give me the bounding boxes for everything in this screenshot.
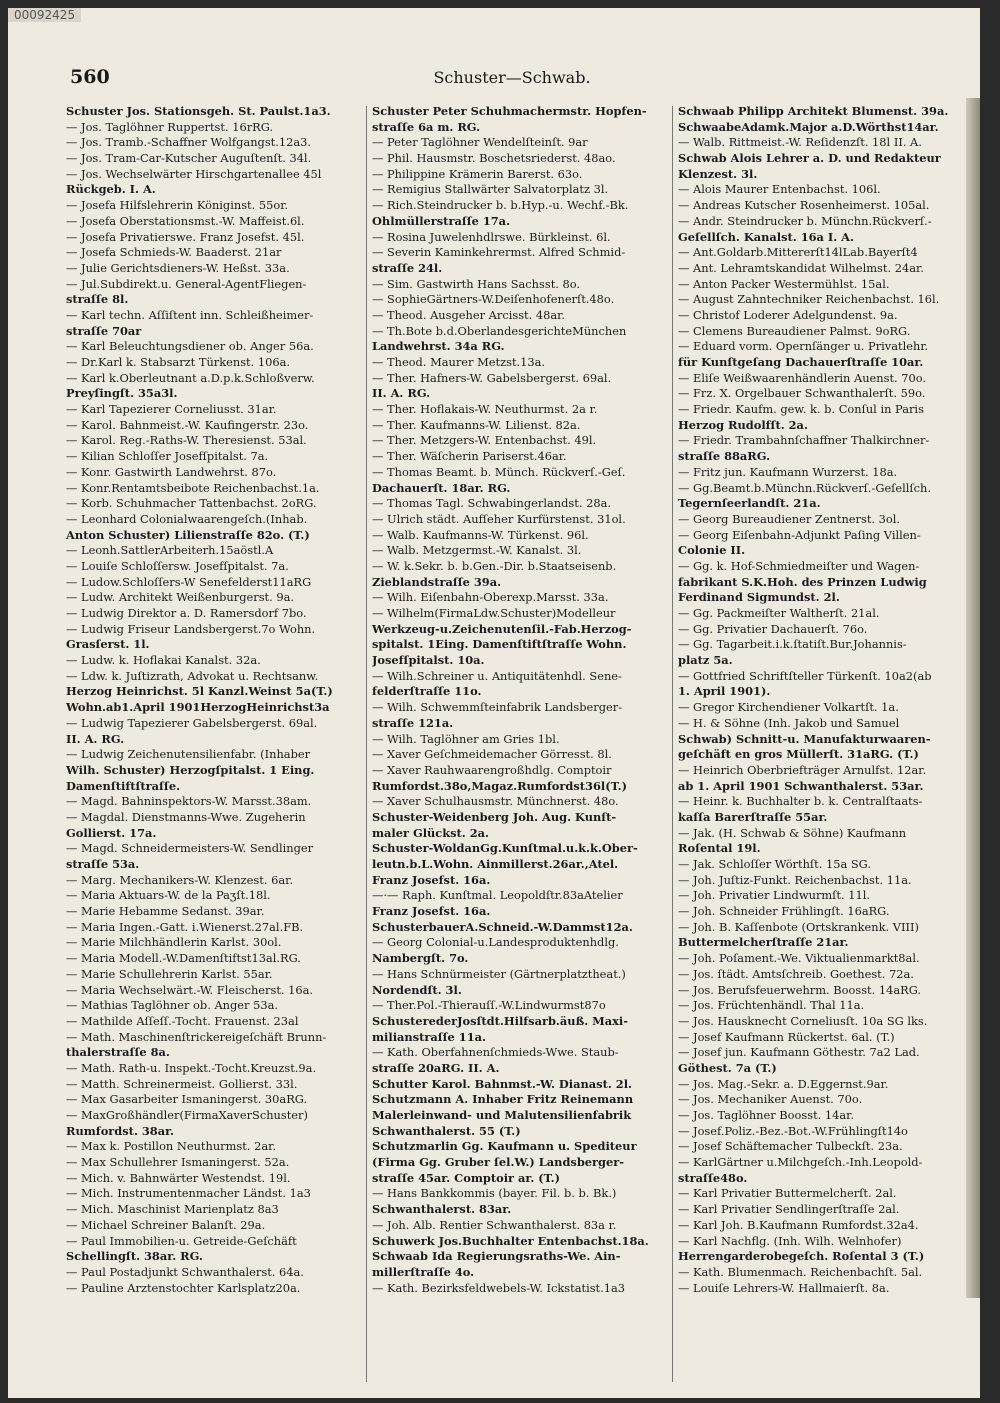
directory-entry-line: platz 5a. — [678, 653, 733, 668]
directory-entry-line: fabrikant S.K.Hoh. des Prinzen Ludwig — [678, 574, 927, 589]
scanned-page — [8, 8, 980, 1398]
directory-entry-line: — MaxGroßhändler(FirmaXaverSchuster) — [66, 1108, 308, 1122]
page-number: 560 — [70, 66, 110, 88]
directory-entry-line: Rumfordst.38o,Magaz.Rumfordst36l(T.) — [372, 778, 627, 793]
directory-entry-line: — Paul Postadjunkt Schwanthalerst. 64a. — [66, 1264, 304, 1279]
directory-entry-line: —·— Raph. Kunſtmal. Leopoldſtr.83aAtelier — [372, 888, 623, 903]
directory-entry-line: Dachauerſt. 18ar. RG. — [372, 480, 511, 495]
page-header — [62, 66, 962, 92]
directory-entry-line: — Karl Privatier Sendlingerſtraſſe 2al. — [678, 1202, 900, 1217]
directory-entry-line: Schwanthalerst. 55 (T.) — [372, 1123, 521, 1138]
directory-entry-line: Landwehrst. 34a RG. — [372, 339, 505, 354]
directory-entry-line: — KarlGärtner u.Milchgeſch.-Inh.Leopold- — [678, 1155, 923, 1170]
directory-entry-line: — Heinr. k. Buchhalter b. k. Centralſtaats- — [678, 794, 923, 809]
directory-entry-line: — W. k.Sekr. b. b.Gen.-Dir. b.Staatseisenb. — [372, 558, 617, 573]
directory-entry-line: — Marg. Mechanikers-W. Klenzest. 6ar. — [66, 872, 293, 887]
directory-entry-line: (Firma Gg. Gruber ſel.W.) Landsberger- — [372, 1155, 624, 1170]
directory-entry-line: Schuster-WoldanGg.Kunſtmal.u.k.k.Ober- — [372, 841, 638, 856]
directory-entry-line: — Ludwig Direktor a. D. Ramersdorf 7bo. — [66, 606, 307, 620]
directory-entry-line: — Wilh. Taglöhner am Gries 1bl. — [372, 731, 560, 746]
directory-entry-line: — Jos. Tram-Car-Kutscher Auguſtenſt. 34l. — [66, 151, 312, 166]
directory-entry-line: — Josefa Schmieds-W. Baaderst. 21ar — [66, 245, 282, 260]
directory-entry-line: — Dr.Karl k. Stabsarzt Türkenst. 106a. — [66, 355, 291, 369]
directory-entry-line: — Jos. Taglöhner Ruppertst. 16rRG. — [66, 119, 274, 134]
directory-entry-line: — Georg Eiſenbahn-Adjunkt Paſing Villen- — [678, 527, 921, 542]
directory-entry-line: — Rich.Steindrucker b. b.Hyp.-u. Wechf.-Bk. — [372, 198, 629, 213]
page-edge-shadow — [966, 98, 980, 1298]
directory-entry-line: — Karl Joh. B.Kaufmann Rumfordst.32a4. — [678, 1217, 919, 1232]
directory-entry-line: — Theod. Maurer Metzst.13a. — [372, 355, 546, 369]
directory-entry-line: — Gg. Tagarbeit.i.k.ſtatiſt.Bur.Johannis- — [678, 637, 907, 652]
directory-entry-line: — Wilhelm(FirmaLdw.Schuster)Modelleur — [372, 606, 616, 620]
directory-entry-line: — Magdal. Dienstmanns-Wwe. Zugeherin — [66, 809, 306, 824]
directory-entry-line: — Mich. v. Bahnwärter Westendst. 19l. — [66, 1170, 291, 1185]
directory-entry-line: — Joh. Poſament.-We. Viktualienmarkt8al. — [678, 951, 920, 966]
directory-entry-line: Ferdinand Sigmundst. 2l. — [678, 590, 840, 605]
directory-entry-line: — Ldw. k. Juſtizrath, Advokat u. Rechtsanw. — [66, 668, 319, 683]
directory-entry-line: geſchäft en gros Müllerſt. 31aRG. (T.) — [678, 747, 919, 762]
directory-entry-line: straſſe48o. — [678, 1170, 748, 1185]
directory-entry-line: — Ludwig Friseur Landsbergerst.7o Wohn. — [66, 621, 316, 636]
directory-entry-line: — Michael Schreiner Balanſt. 29a. — [66, 1217, 266, 1232]
directory-entry-line: — Karl k.Oberleutnant a.D.p.k.Schloßverw. — [66, 370, 315, 385]
directory-entry-line: — Ant. Lehramtskandidat Wilhelmst. 24ar. — [678, 260, 924, 275]
directory-entry-line: Schwaab Philipp Architekt Blumenst. 39a. — [678, 104, 949, 118]
directory-entry-line: — Gottfried Schriftſteller Türkenſt. 10a2(ab — [678, 668, 932, 683]
directory-entry-line: Zieblandstraſſe 39a. — [372, 574, 502, 589]
directory-entry-line: Grasſerst. 1l. — [66, 637, 150, 652]
column-2 — [372, 104, 664, 1384]
directory-entry-line: — Jos. Tramb.-Schaffner Wolfgangst.12a3. — [66, 135, 312, 150]
directory-entry-line: Franz Josefst. 16a. — [372, 904, 491, 919]
directory-entry-line: Schwaab Ida Regierungsraths-We. Ain- — [372, 1249, 621, 1264]
directory-entry-line: — Eliſe Weißwaarenhändlerin Auenst. 70o. — [678, 370, 927, 385]
directory-columns — [66, 104, 966, 1384]
directory-entry-line: straſſe 53a. — [66, 857, 140, 871]
column-3 — [678, 104, 970, 1384]
directory-entry-line: Gollierst. 17a. — [66, 825, 157, 840]
directory-entry-line: Rückgeb. I. A. — [66, 182, 156, 197]
directory-entry-line: — Thomas Tagl. Schwabingerlandst. 28a. — [372, 496, 611, 511]
directory-entry-line: Schwab Alois Lehrer a. D. und Redakteur — [678, 151, 941, 166]
directory-entry-line: — Hans Schnürmeister (Gärtnerplatztheat.) — [372, 966, 626, 981]
directory-entry-line: leutn.b.L.Wohn. Ainmillerst.26ar.,Atel. — [372, 857, 619, 871]
directory-entry-line: für Kunſtgeſang Dachauerſtraſſe 10ar. — [678, 355, 924, 369]
directory-entry-line: — Marie Milchhändlerin Karlst. 30ol. — [66, 935, 282, 950]
directory-entry-line: Preyſingſt. 35a3l. — [66, 386, 178, 401]
directory-entry-line: — Kath. Oberfahnenſchmieds-Wwe. Staub- — [372, 1045, 619, 1060]
directory-entry-line: straſſe 70ar — [66, 323, 142, 338]
directory-entry-line: Damenſtiftſtraſſe. — [66, 778, 181, 793]
directory-entry-line: — Friedr. Trambahnſchaffner Thalkirchner- — [678, 433, 930, 448]
directory-entry-line: — Matth. Schreinermeist. Gollierst. 33l. — [66, 1076, 298, 1091]
directory-entry-line: — Jak. Schloſſer Wörthſt. 15a SG. — [678, 857, 871, 871]
directory-entry-line: — Pauline Arztenstochter Karlsplatz20a. — [66, 1280, 301, 1295]
directory-entry-line: — Georg Bureaudiener Zentnerst. 3ol. — [678, 511, 901, 526]
directory-entry-line: — Josef Schäftemacher Tulbeckſt. 23a. — [678, 1139, 903, 1154]
directory-entry-line: kaſſa Barerſtraſſe 55ar. — [678, 809, 828, 824]
directory-entry-line: — Karol. Reg.-Raths-W. Theresienst. 53al. — [66, 433, 307, 448]
directory-entry-line: Schuster Peter Schuhmachermstr. Hopfen- — [372, 104, 647, 118]
directory-entry-line: Schuwerk Jos.Buchhalter Entenbachst.18a. — [372, 1233, 649, 1248]
directory-entry-line: — Severin Kaminkehrermst. Alfred Schmid- — [372, 245, 626, 260]
directory-entry-line: Buttermelcherſtraſſe 21ar. — [678, 935, 849, 950]
directory-entry-line: ab 1. April 1901 Schwanthalerst. 53ar. — [678, 778, 924, 793]
directory-entry-line: — Ther. Metzgers-W. Entenbachst. 49l. — [372, 433, 597, 448]
directory-entry-line: — Korb. Schuhmacher Tattenbachst. 2oRG. — [66, 496, 317, 511]
directory-entry-line: — Josef Kaufmann Rückertst. 6al. (T.) — [678, 1029, 895, 1044]
directory-entry-line: — Ther. Hoflakais-W. Neuthurmst. 2a r. — [372, 402, 598, 417]
directory-entry-line: — Konr. Gastwirth Landwehrst. 87o. — [66, 464, 277, 479]
directory-entry-line: — Leonhard Colonialwaarengeſch.(Inhab. — [66, 511, 308, 526]
directory-entry-line: — Sim. Gastwirth Hans Sachsst. 8o. — [372, 276, 581, 291]
directory-entry-line: — Paul Immobilien-u. Getreide-Geſchäft — [66, 1233, 297, 1248]
directory-entry-line: — Christof Loderer Adelgundenst. 9a. — [678, 307, 898, 322]
directory-entry-line: — Wilh. Eiſenbahn-Oberexp.Marsst. 33a. — [372, 590, 609, 605]
directory-entry-line: — Wilh. Schwemmſteinfabrik Landsberger- — [372, 700, 623, 715]
directory-entry-line: — Karl Tapezierer Corneliusst. 31ar. — [66, 402, 277, 417]
directory-entry-line: — Jos. Früchtenhändl. Thal 11a. — [678, 998, 865, 1013]
directory-entry-line: Wohn.ab1.April 1901HerzogHeinrichst3a — [66, 700, 330, 715]
directory-entry-line: Nordendſt. 3l. — [372, 982, 462, 997]
directory-entry-line: — Magd. Schneidermeisters-W. Sendlinger — [66, 841, 314, 856]
directory-entry-line: — Louiſe Schloſſersw. Josefſpitalst. 7a. — [66, 558, 289, 573]
scan-id-stamp: 00092425 — [8, 8, 81, 22]
directory-entry-line: straſſe 8l. — [66, 292, 129, 307]
directory-entry-line: — Anton Packer Westermühlst. 15al. — [678, 276, 890, 291]
directory-entry-line: Geſellſch. Kanalst. 16a I. A. — [678, 229, 854, 244]
directory-entry-line: — Alois Maurer Entenbachst. 106l. — [678, 182, 881, 197]
directory-entry-line: — August Zahntechniker Reichenbachst. 16l. — [678, 292, 940, 307]
directory-entry-line: — Wilh.Schreiner u. Antiquitätenhdl. Sene- — [372, 668, 622, 683]
directory-entry-line: — Kath. Blumenmach. Reichenbachſt. 5al. — [678, 1264, 923, 1279]
directory-entry-line: — Karl Privatier Buttermelcherſt. 2al. — [678, 1186, 897, 1201]
directory-entry-line: — Jos. Berufsfeuerwehrm. Boosst. 14aRG. — [678, 982, 922, 997]
directory-entry-line: Roſental 19l. — [678, 841, 761, 856]
directory-entry-line: millerſtraſſe 4o. — [372, 1264, 475, 1279]
directory-entry-line: — Joh. Schneider Frühlingſt. 16aRG. — [678, 904, 890, 919]
directory-entry-line: — Josefa Oberstationsmst.-W. Maffeist.6l. — [66, 213, 305, 228]
directory-entry-line: — Remigius Stallwärter Salvatorplatz 3l. — [372, 182, 609, 197]
directory-entry-line: — Ulrich städt. Aufſeher Kurfürstenst. 31ol. — [372, 511, 626, 526]
directory-entry-line: — Maria Aktuars-W. de la Paʒſt.18l. — [66, 888, 271, 903]
directory-entry-line: — Jos. ſtädt. Amtsſchreib. Goethest. 72a. — [678, 966, 914, 981]
directory-entry-line: — Jos. Hausknecht Corneliusſt. 10a SG lks. — [678, 1013, 928, 1028]
directory-entry-line: Nambergſt. 7o. — [372, 951, 469, 966]
directory-entry-line: 1. April 1901). — [678, 684, 771, 699]
directory-entry-line: — Max Gasarbeiter Ismaningerst. 30aRG. — [66, 1092, 308, 1107]
directory-entry-line: — Josef jun. Kaufmann Göthestr. 7a2 Lad. — [678, 1045, 920, 1060]
directory-entry-line: Malerleinwand- und Malutensilienfabrik — [372, 1108, 632, 1122]
directory-entry-line: — Philippine Krämerin Barerst. 63o. — [372, 166, 583, 181]
directory-entry-line: — Jos. Mechaniker Auenst. 70o. — [678, 1092, 863, 1107]
directory-entry-line: thalerstraſſe 8a. — [66, 1045, 170, 1060]
directory-entry-line: — Kath. Bezirksfeldwebels-W. Ickstatist.1a3 — [372, 1280, 626, 1295]
directory-entry-line: — Ther. Kaufmanns-W. Lilienst. 82a. — [372, 417, 581, 432]
directory-entry-line: — Ant.Goldarb.Mittererſt14lLab.Bayerſt4 — [678, 245, 918, 260]
directory-entry-line: — Max k. Postillon Neuthurmst. 2ar. — [66, 1139, 276, 1154]
directory-entry-line: — Karl Beleuchtungsdiener ob. Anger 56a. — [66, 339, 314, 354]
directory-entry-line: — Ludwig Zeichenutensilienfabr. (Inhaber — [66, 747, 311, 762]
directory-entry-line: milianstraſſe 11a. — [372, 1029, 486, 1044]
directory-entry-line: — Ther.Pol.-Thierauſſ.-W.Lindwurmst87o — [372, 998, 606, 1013]
directory-entry-line: — H. & Söhne (Inh. Jakob und Samuel — [678, 715, 900, 730]
directory-entry-line: — Ther. Wäſcherin Pariserst.46ar. — [372, 449, 567, 464]
directory-entry-line: — Clemens Bureaudiener Palmst. 9oRG. — [678, 323, 911, 338]
directory-entry-line: — Xaver Rauhwaarengroßhdlg. Comptoir — [372, 762, 612, 777]
directory-entry-line: — Gg.Beamt.b.Münchn.Rückverſ.-Geſellſch. — [678, 480, 931, 495]
directory-entry-line: Rumfordst. 38ar. — [66, 1123, 175, 1138]
directory-entry-line: — Ther. Hafners-W. Gabelsbergerst. 69al. — [372, 370, 612, 385]
directory-entry-line: Schellingſt. 38ar. RG. — [66, 1249, 203, 1264]
directory-entry-line: Herzog Rudolfſt. 2a. — [678, 417, 808, 432]
directory-entry-line: straſſe 6a m. RG. — [372, 119, 481, 134]
directory-entry-line: Schutzmarlin Gg. Kaufmann u. Spediteur — [372, 1139, 637, 1154]
directory-entry-line: — Frz. X. Orgelbauer Schwanthalerſt. 59o. — [678, 386, 926, 401]
directory-entry-line: — Jos. Taglöhner Boosst. 14ar. — [678, 1108, 854, 1122]
directory-entry-line: — Fritz jun. Kaufmann Wurzerst. 18a. — [678, 464, 898, 479]
directory-entry-line: — Leonh.SattlerArbeiterh.15aöstl.A — [66, 543, 274, 558]
directory-entry-line: — Jos. Mag.-Sekr. a. D.Eggernst.9ar. — [678, 1076, 889, 1091]
directory-entry-line: — Louiſe Lehrers-W. Hallmaierſt. 8a. — [678, 1280, 890, 1295]
directory-entry-line: felderſtraſſe 11o. — [372, 684, 482, 699]
directory-entry-line: Göthest. 7a (T.) — [678, 1060, 777, 1075]
directory-entry-line: — Karl Nachflg. (Inh. Wilh. Welnhofer) — [678, 1233, 902, 1248]
directory-entry-line: — Eduard vorm. Opernſänger u. Privatlehr. — [678, 339, 929, 354]
directory-entry-line: — Th.Bote b.d.OberlandesgerichteMünchen — [372, 323, 627, 338]
directory-entry-line: — Ludw. k. Hoflakai Kanalst. 32a. — [66, 653, 261, 668]
directory-entry-line: — Josefa Privatierswe. Franz Josefst. 45l. — [66, 229, 305, 244]
directory-entry-line: — Gg. k. Hof-Schmiedmeiſter und Wagen- — [678, 558, 920, 573]
directory-entry-line: — Jak. (H. Schwab & Söhne) Kaufmann — [678, 825, 907, 840]
directory-entry-line: — Phil. Hausmstr. Boschetsriederst. 48ao. — [372, 151, 616, 166]
directory-entry-line: — Jul.Subdirekt.u. General-AgentFliegen- — [66, 276, 307, 291]
directory-entry-line: straſſe 20aRG. II. A. — [372, 1060, 500, 1075]
directory-entry-line: — Konr.Rentamtsbeibote Reichenbachst.1a. — [66, 480, 320, 495]
directory-entry-line: — Karl techn. Aſſiſtent inn. Schleißheimer- — [66, 307, 314, 322]
directory-entry-line: — Walb. Metzgermst.-W. Kanalst. 3l. — [372, 543, 582, 558]
directory-entry-line: — Kilian Schloſſer Josefſpitalst. 7a. — [66, 449, 269, 464]
directory-entry-line: Colonie II. — [678, 543, 746, 558]
directory-entry-line: Schuster Jos. Stationsgeh. St. Paulst.1a3. — [66, 104, 331, 118]
directory-entry-line: straſſe 88aRG. — [678, 449, 771, 464]
directory-entry-line: Ohlmüllerstraſſe 17a. — [372, 213, 511, 228]
directory-entry-line: — Walb. Kaufmanns-W. Türkenst. 96l. — [372, 527, 589, 542]
directory-entry-line: — Marie Hebamme Sedanst. 39ar. — [66, 904, 265, 919]
directory-entry-line: Schutter Karol. Bahnmst.-W. Dianast. 2l. — [372, 1076, 632, 1091]
directory-entry-line: straſſe 24l. — [372, 260, 443, 275]
directory-entry-line: — Math. Maschinenſtrickereigeſchäft Brunn- — [66, 1029, 327, 1044]
directory-entry-line: spitalst. 1Eing. Damenſtiftſtraſſe Wohn. — [372, 637, 627, 652]
directory-entry-line: — Maria Wechselwärt.-W. Fleischerst. 16a. — [66, 982, 314, 997]
directory-entry-line: — Xaver Schulhausmstr. Münchnerst. 48o. — [372, 794, 619, 809]
directory-entry-line: — Jos. Wechselwärter Hirschgartenallee 45l — [66, 166, 322, 181]
directory-entry-line: Schwanthalerst. 83ar. — [372, 1202, 512, 1217]
directory-entry-line: — Ludw. Architekt Weißenburgerst. 9a. — [66, 590, 295, 605]
directory-entry-line: — Mich. Maschinist Marienplatz 8a3 — [66, 1202, 279, 1217]
directory-entry-line: — Gg. Privatier Dachauerſt. 76o. — [678, 621, 868, 636]
directory-entry-line: maler Glückst. 2a. — [372, 825, 490, 840]
directory-entry-line: Schutzmann A. Inhaber Fritz Reinemann — [372, 1092, 634, 1107]
directory-entry-line: Herrengarderobegeſch. Roſental 3 (T.) — [678, 1249, 925, 1264]
column-rule — [366, 106, 367, 1382]
directory-entry-line: SchwaabeAdamk.Major a.D.Wörthst14ar. — [678, 119, 939, 134]
directory-entry-line: Klenzest. 3l. — [678, 166, 758, 181]
directory-entry-line: SchusterederJosſtdt.Hilfsarb.äuß. Maxi- — [372, 1013, 628, 1028]
directory-entry-line: — Joh. Privatier Lindwurmſt. 11l. — [678, 888, 870, 903]
directory-entry-line: — Gg. Packmeiſter Waltherſt. 21al. — [678, 606, 880, 620]
directory-entry-line: — Joh. B. Kaſſenbote (Ortskrankenk. VIII) — [678, 919, 919, 934]
directory-entry-line: Werkzeug-u.Zeichenutenſil.-Fab.Herzog- — [372, 621, 632, 636]
directory-entry-line: straſſe 121a. — [372, 715, 454, 730]
directory-entry-line: Wilh. Schuster) Herzogſpitalst. 1 Eing. — [66, 762, 315, 777]
directory-entry-line: — Joh. Alb. Rentier Schwanthalerst. 83a r. — [372, 1217, 617, 1232]
directory-entry-line: Josefſpitalst. 10a. — [372, 653, 485, 668]
directory-entry-line: — Karol. Bahnmeist.-W. Kaufingerstr. 23o. — [66, 417, 309, 432]
column-1 — [66, 104, 358, 1384]
directory-entry-line: Schuster-Weidenberg Joh. Aug. Kunſt- — [372, 809, 617, 824]
directory-entry-line: — SophieGärtners-W.Deiſenhofenerſt.48o. — [372, 292, 615, 307]
directory-entry-line: — Marie Schullehrerin Karlst. 55ar. — [66, 966, 273, 981]
directory-entry-line: — Ludwig Tapezierer Gabelsbergerst. 69al. — [66, 715, 318, 730]
directory-entry-line: — Josefa Hilfslehrerin Königinst. 55or. — [66, 198, 289, 213]
directory-entry-line: — Max Schullehrer Ismaningerst. 52a. — [66, 1155, 290, 1170]
directory-entry-line: — Rosina Juwelenhdlrswe. Bürkleinst. 6l. — [372, 229, 611, 244]
directory-entry-line: — Math. Rath-u. Inspekt.-Tocht.Kreuzst.9a. — [66, 1060, 317, 1075]
directory-entry-line: — Josef.Poliz.-Bez.-Bot.-W.Frühlingſt14o — [678, 1123, 908, 1138]
directory-entry-line: Tegernſeerlandſt. 21a. — [678, 496, 821, 511]
directory-entry-line: straſſe 45ar. Comptoir ar. (T.) — [372, 1170, 561, 1185]
directory-entry-line: — Hans Bankkommis (bayer. Fil. b. b. Bk.) — [372, 1186, 617, 1201]
directory-entry-line: — Peter Taglöhner Wendelſteinſt. 9ar — [372, 135, 588, 150]
directory-entry-line: — Theod. Ausgeher Arcisst. 48ar. — [372, 307, 565, 322]
directory-entry-line: Herzog Heinrichst. 5l Kanzl.Weinst 5a(T.) — [66, 684, 333, 699]
directory-entry-line: — Mich. Instrumentenmacher Ländst. 1a3 — [66, 1186, 311, 1201]
directory-entry-line: — Friedr. Kaufm. gew. k. b. Conſul in Paris — [678, 402, 924, 417]
directory-entry-line: — Thomas Beamt. b. Münch. Rückverſ.-Geſ. — [372, 464, 626, 479]
directory-entry-line: Schwab) Schnitt-u. Manufakturwaaren- — [678, 731, 931, 746]
directory-entry-line: — Andreas Kutscher Rosenheimerst. 105al. — [678, 198, 930, 213]
directory-entry-line: — Georg Colonial-u.Landesproduktenhdlg. — [372, 935, 619, 950]
directory-entry-line: — Mathilde Aſſeſſ.-Tocht. Frauenst. 23al — [66, 1013, 299, 1028]
running-head: Schuster—Schwab. — [433, 68, 591, 87]
directory-entry-line: — Xaver Geſchmeidemacher Görresst. 8l. — [372, 747, 612, 762]
directory-entry-line: II. A. RG. — [372, 386, 431, 401]
directory-entry-line: Franz Josefst. 16a. — [372, 872, 491, 887]
directory-entry-line: Anton Schuster) Lilienstraſſe 82o. (T.) — [66, 527, 310, 542]
directory-entry-line: — Mathias Taglöhner ob. Anger 53a. — [66, 998, 279, 1013]
directory-entry-line: — Ludow.Schloſſers-W Senefelderst11aRG — [66, 574, 312, 589]
directory-entry-line: — Walb. Rittmeist.-W. Reſidenzſt. 18l II. A. — [678, 135, 922, 150]
directory-entry-line: — Joh. Juſtiz-Funkt. Reichenbachst. 11a. — [678, 872, 912, 887]
directory-entry-line: — Heinrich Oberbriefträger Arnulfst. 12ar. — [678, 762, 927, 777]
directory-entry-line: — Maria Ingen.-Gatt. i.Wienerst.27al.FB. — [66, 919, 304, 934]
directory-entry-line: — Gregor Kirchendiener Volkartſt. 1a. — [678, 700, 899, 715]
directory-entry-line: II. A. RG. — [66, 731, 125, 746]
directory-entry-line: SchusterbauerA.Schneid.-W.Dammst12a. — [372, 919, 633, 934]
directory-entry-line: — Andr. Steindrucker b. Münchn.Rückverſ.- — [678, 213, 932, 228]
directory-entry-line: — Julie Gerichtsdieners-W. Heßst. 33a. — [66, 260, 290, 275]
column-rule — [672, 106, 673, 1382]
directory-entry-line: — Magd. Bahninspektors-W. Marsst.38am. — [66, 794, 312, 809]
directory-entry-line: — Maria Modell.-W.Damenſtiftst13al.RG. — [66, 951, 301, 966]
